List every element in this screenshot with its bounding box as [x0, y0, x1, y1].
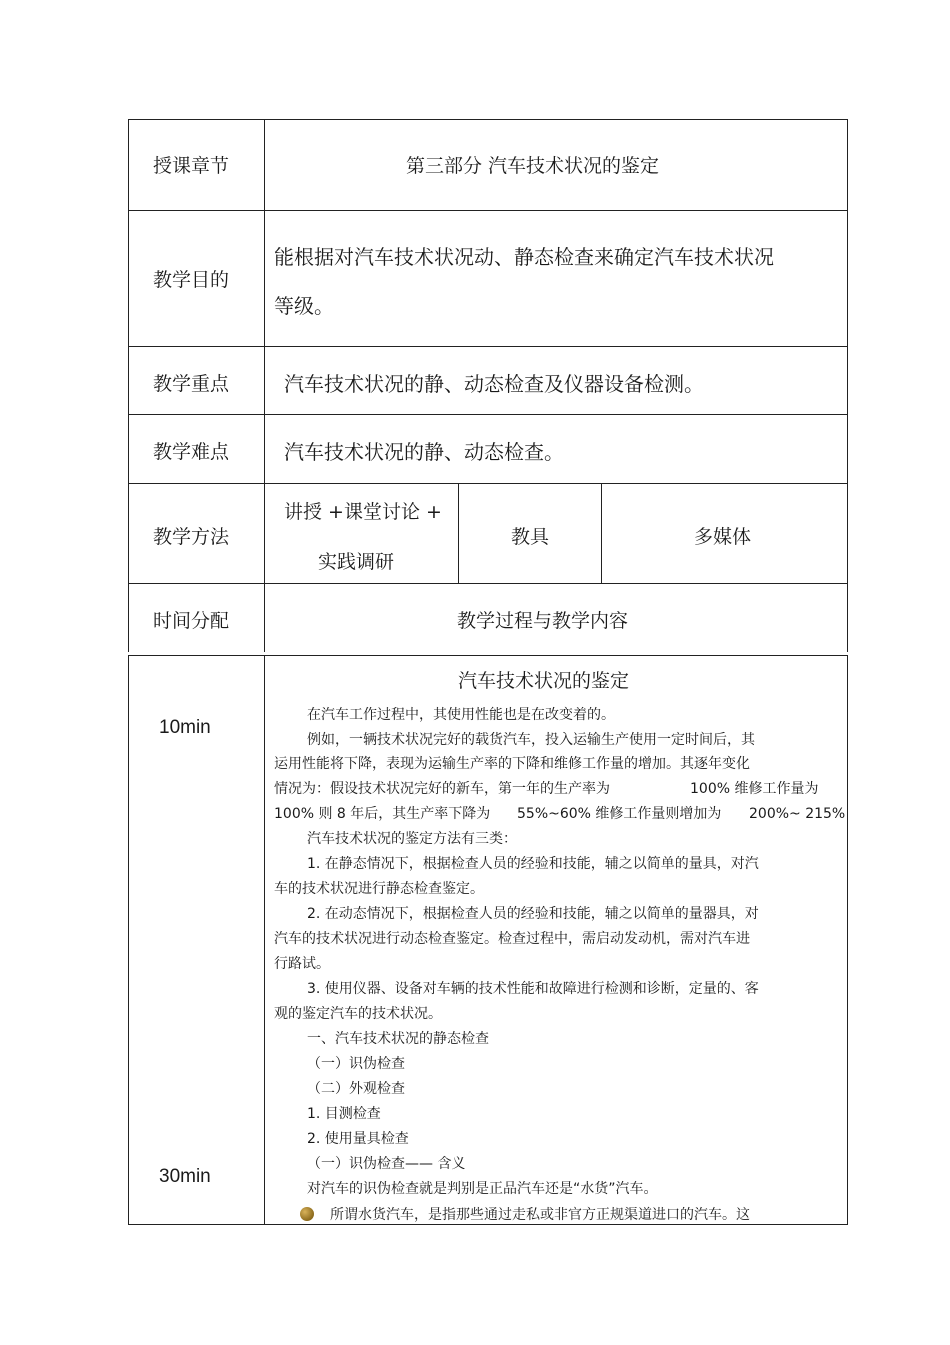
body-line: （一）识伪检查 — [307, 1056, 405, 1072]
table-rule — [128, 119, 129, 652]
objective-label: 教学目的 — [153, 269, 230, 291]
objective-line-1: 能根据对汽车技术状况动、静态检查来确定汽车技术状况 — [274, 245, 774, 269]
table-rule — [128, 483, 848, 484]
table-rule — [128, 119, 848, 120]
body-line: 2. 在动态情况下，根据检查人员的经验和技能，辅之以简单的量器具，对 — [307, 906, 759, 922]
keypoint-label: 教学重点 — [153, 373, 230, 395]
table-rule — [128, 210, 848, 211]
body-line: 200%~ 215% — [749, 806, 846, 822]
table-rule — [128, 583, 848, 584]
time-allocation-2: 30min — [159, 1166, 211, 1187]
table-rule — [264, 119, 265, 652]
body-line: 情况为：假设技术状况完好的新车，第一年的生产率为 — [274, 781, 610, 797]
body-line: 3. 使用仪器、设备对车辆的技术性能和故障进行检测和诊断，定量的、客 — [307, 981, 759, 997]
method-line-2: 实践调研 — [318, 551, 395, 573]
difficulty-value: 汽车技术状况的静、动态检查。 — [284, 440, 564, 464]
bullet-icon — [300, 1207, 314, 1221]
difficulty-label: 教学难点 — [153, 441, 230, 463]
body-line: 运用性能将下降，表现为运输生产率的下降和维修工作量的增加。其逐年变化 — [274, 756, 750, 772]
body-line: 一、汽车技术状况的静态检查 — [307, 1031, 489, 1047]
table-rule — [458, 483, 459, 583]
keypoint-value: 汽车技术状况的静、动态检查及仪器设备检测。 — [284, 372, 704, 396]
body-line: （二）外观检查 — [307, 1081, 405, 1097]
time-allocation-1: 10min — [159, 717, 211, 738]
body-line: 汽车技术状况的鉴定方法有三类： — [307, 831, 517, 847]
body-line: 1. 目测检查 — [307, 1106, 381, 1122]
body-line: 1. 在静态情况下，根据检查人员的经验和技能，辅之以简单的量具，对汽 — [307, 856, 759, 872]
body-line: 汽车的技术状况进行动态检查鉴定。检查过程中，需启动发动机，需对汽车进 — [274, 931, 750, 947]
table-rule — [264, 655, 265, 1225]
body-line: 100% 则 8 年后，其生产率下降为 — [274, 806, 491, 822]
body-line: 例如，一辆技术状况完好的载货汽车，投入运输生产使用一定时间后，其 — [307, 732, 755, 748]
table-rule — [128, 346, 848, 347]
body-line: （一）识伪检查—— 含义 — [307, 1156, 466, 1172]
table-rule — [847, 655, 848, 1225]
objective-line-2: 等级。 — [274, 294, 334, 318]
body-line: 对汽车的识伪检查就是判别是正品汽车还是“水货”汽车。 — [307, 1181, 658, 1197]
table-rule — [128, 1224, 848, 1225]
body-line: 观的鉴定汽车的技术状况。 — [274, 1006, 442, 1022]
body-line: 100% 维修工作量为 — [690, 781, 819, 797]
table-rule — [847, 119, 848, 652]
tools-label: 教具 — [511, 526, 550, 548]
time-allocation-label: 时间分配 — [153, 610, 230, 632]
body-line: 车的技术状况进行静态检查鉴定。 — [274, 881, 484, 897]
body-line: 55%~60% 维修工作量则增加为 — [517, 806, 722, 822]
body-line: 2. 使用量具检查 — [307, 1131, 409, 1147]
body-line: 在汽车工作过程中，其使用性能也是在改变着的。 — [307, 707, 615, 723]
table-rule — [601, 483, 602, 583]
process-label: 教学过程与教学内容 — [457, 610, 629, 632]
table-rule — [128, 655, 129, 1225]
table-rule — [128, 414, 848, 415]
body-line: 行路试。 — [274, 956, 330, 972]
section-title: 汽车技术状况的鉴定 — [458, 670, 630, 692]
chapter-label: 授课章节 — [153, 155, 230, 177]
method-label: 教学方法 — [153, 526, 230, 548]
body-line: 所谓水货汽车，是指那些通过走私或非官方正规渠道进口的汽车。这 — [330, 1207, 750, 1223]
table-rule — [128, 655, 848, 656]
method-line-1: 讲授 +课堂讨论 + — [284, 501, 442, 523]
chapter-value: 第三部分 汽车技术状况的鉴定 — [406, 155, 660, 177]
tools-value: 多媒体 — [694, 526, 752, 548]
